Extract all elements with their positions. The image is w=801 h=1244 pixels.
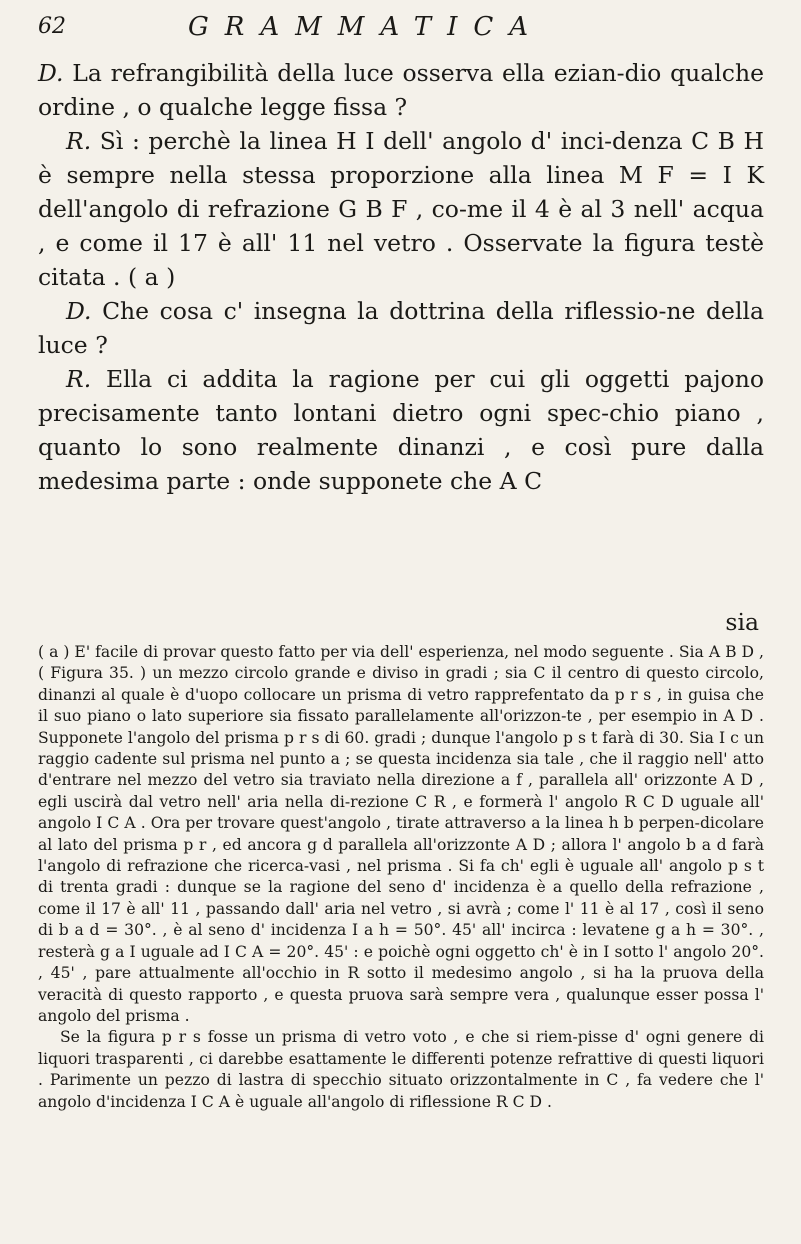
answer-text: Ella ci addita la ragione per cui gli oggetti pajono precisamente tanto lontani dietro ogni spec-chio piano , quanto lo sono realmente dinanzi , e così pure dalla medesima parte : onde supponete che A C [38, 365, 764, 495]
page-number: 62 [38, 14, 66, 39]
running-title: GRAMMATICA [188, 12, 545, 42]
speaker-label: R. [66, 365, 92, 393]
footnote [38, 642, 764, 1113]
speaker-label: R. [66, 127, 92, 155]
footnote-paragraph: ( a ) E' facile di provar questo fatto per via dell' esperienza, nel modo seguente . Sia A B D , ( Figura 35. ) un mezzo circolo grande e diviso in gradi ; sia C il centro di questo circolo, dinanzi al quale è d'uopo collocare un prisma di vetro rapprefentato da p r s , in guisa che il suo piano o lato superiore sia fissato parallelamente all'orizzon-te , per esempio in A D . Supponete l'angolo del prisma p r s di 60. gradi ; dunque l'angolo p s t farà di 30. Sia I c un raggio cadente sul prisma nel punto a ; se questa incidenza sia tale , che il raggio nell' atto d'entrare nel mezzo del vetro sia traviato nella direzione a f , parallela all' orizzonte A D , egli uscirà dal vetro nell' aria nella di-rezione C R , e formerà l' angolo R C D uguale all' angolo I C A . Ora per trovare quest'angolo , tirate attraverso a la linea h b perpen-dicolare al lato del prisma p r , ed ancora g d parallela all'orizzonte A D ; allora l' angolo b a d farà l'angolo di refrazione che ricerca-vasi , nel prisma . Si fa ch' egli è uguale all' angolo p s t di trenta gradi : dunque se la ragione del seno d' incidenza è a quello della refrazione , come il 17 è all' 11 , passando dall' aria nel vetro , si avrà ; come l' 11 è al 17 , così il seno di b a d = 30°. , è al seno d' incidenza I a h = 50°. 45' all' incirca : levatene g a h = 30°. , resterà g a I uguale ad I C A = 20°. 45' : e poichè ogni oggetto ch' è in I sotto l' angolo 20°. , 45' , pare attualmente all'occhio in R sotto il medesimo angolo , si ha la pruova della veracità di questo rapporto , e questa pruova sarà sempre vera , qualunque esser possa l' angolo del prisma . [38, 643, 764, 1025]
speaker-label: D. [38, 59, 64, 87]
main-text [38, 56, 764, 498]
question-2 [38, 294, 764, 362]
speaker-label: D. [66, 297, 92, 325]
footnote-paragraph: Se la figura p r s fosse un prisma di vetro voto , e che si riem-pisse d' ogni genere di liquori trasparenti , ci darebbe esattamente le differenti potenze refrattive di questi liquori . Parimente un pezzo di lastra di specchio situato orizzontalmente in C , fa vedere che l' angolo d'incidenza I C A è uguale all'angolo di riflessione R C D . [38, 1028, 764, 1111]
question-text: La refrangibilità della luce osserva ella ezian-dio qualche ordine , o qualche legge fissa ? [38, 59, 764, 121]
question-text: Che cosa c' insegna la dottrina della riflessio-ne della luce ? [38, 297, 764, 359]
answer-1 [38, 124, 764, 294]
answer-text: Sì : perchè la linea H I dell' angolo d' inci-denza C B H è sempre nella stessa proporzione alla linea M F = I K dell'angolo di refrazione G B F , co-me il 4 è al 3 nell' acqua , e come il 17 è all' 11 nel vetro . Osservate la figura testè citata . ( a ) [38, 127, 764, 291]
question-1 [38, 56, 764, 124]
answer-2 [38, 362, 764, 498]
catchword: sia [725, 608, 759, 636]
running-header [38, 12, 758, 42]
